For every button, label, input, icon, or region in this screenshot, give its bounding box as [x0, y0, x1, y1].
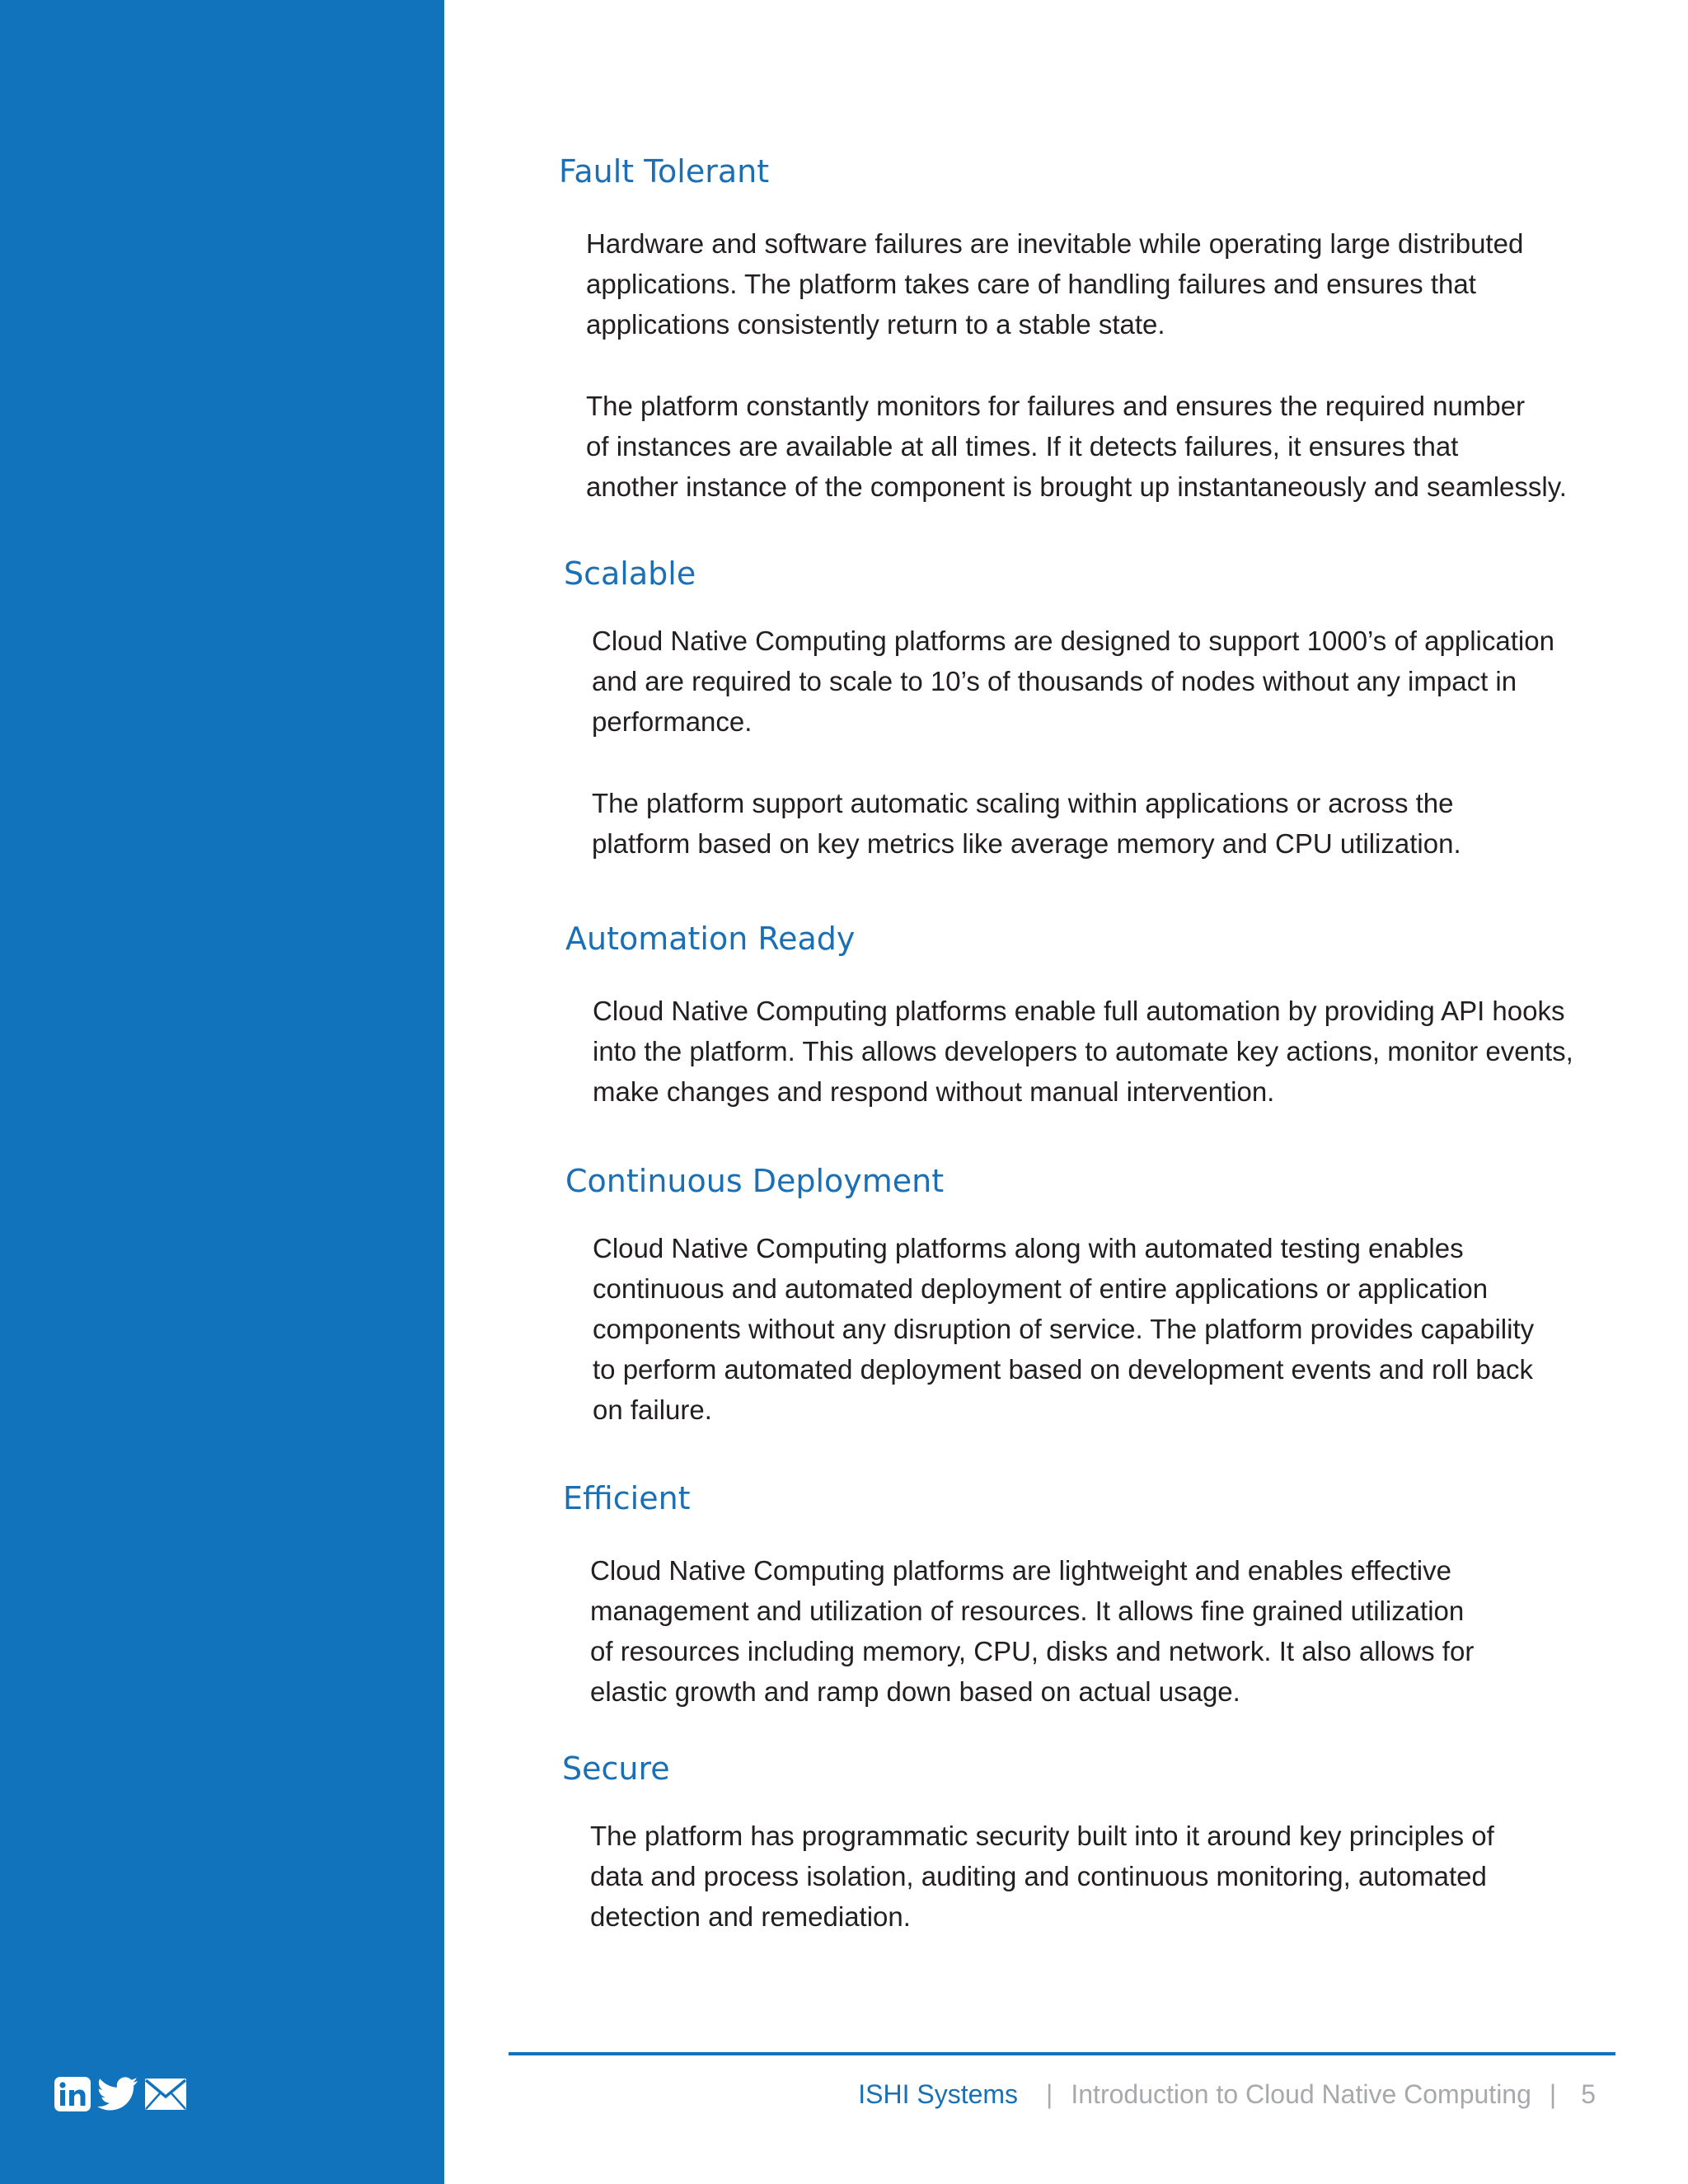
footer-divider [509, 2052, 1615, 2055]
paragraph-scalable-1: Cloud Native Computing platforms are designed to support 1000’s of application and are required to scale to 10’s of thousands of nodes without any impact in performance. [592, 626, 1554, 737]
page-number: 5 [1581, 2079, 1596, 2109]
email-icon[interactable] [145, 2079, 186, 2110]
section-heading-automation-ready: Automation Ready [565, 921, 856, 957]
paragraph-fault-tolerant-2: The platform constantly monitors for failures and ensures the required number of instances are available at all times. If it detects failures, it ensures that another instance of the component is brought up instantaneously and seamlessly. [586, 391, 1567, 502]
paragraph-automation-ready: Cloud Native Computing platforms enable full automation by providing API hooks into the platform. This allows developers to automate key actions, monitor events, make changes and respond without manual intervention. [593, 996, 1573, 1107]
paragraph-efficient: Cloud Native Computing platforms are lightweight and enables effective management and utilization of resources. It allows fine grained utilization of resources including memory, CPU, disks and network. It also allows for elastic growth and ramp down based on actual usage. [590, 1555, 1475, 1707]
page-footer [858, 2075, 1596, 2113]
paragraph-continuous-deployment: Cloud Native Computing platforms along with automated testing enables continuous and automated deployment of entire applications or application components without any disruption of service. The platform provides capability to perform automated deployment based on development events and roll back on failure. [593, 1233, 1535, 1425]
social-links [54, 2075, 186, 2113]
section-heading-efficient: Efficient [563, 1480, 691, 1516]
section-heading-continuous-deployment: Continuous Deployment [565, 1163, 945, 1199]
sidebar-band [0, 0, 444, 2184]
paragraph-fault-tolerant-1: Hardware and software failures are inevitable while operating large distributed applications. The platform takes care of handling failures and ensures that applications consistently return to a stable state. [586, 228, 1524, 340]
paragraph-scalable-2: The platform support automatic scaling within applications or across the platform based on key metrics like average memory and CPU utilization. [592, 788, 1461, 859]
section-heading-scalable: Scalable [564, 555, 696, 592]
section-heading-secure: Secure [562, 1750, 670, 1787]
footer-separator-2: | [1549, 2079, 1557, 2109]
footer-document-title: Introduction to Cloud Native Computing [1071, 2079, 1531, 2109]
footer-company-name: ISHI Systems [858, 2079, 1019, 2109]
section-heading-fault-tolerant: Fault Tolerant [559, 153, 770, 190]
footer-separator: | [1046, 2079, 1053, 2109]
twitter-icon[interactable] [97, 2077, 138, 2111]
paragraph-secure: The platform has programmatic security built into it around key principles of data and process isolation, auditing and continuous monitoring, automated detection and remediation. [590, 1821, 1494, 1932]
linkedin-icon[interactable] [54, 2077, 91, 2111]
